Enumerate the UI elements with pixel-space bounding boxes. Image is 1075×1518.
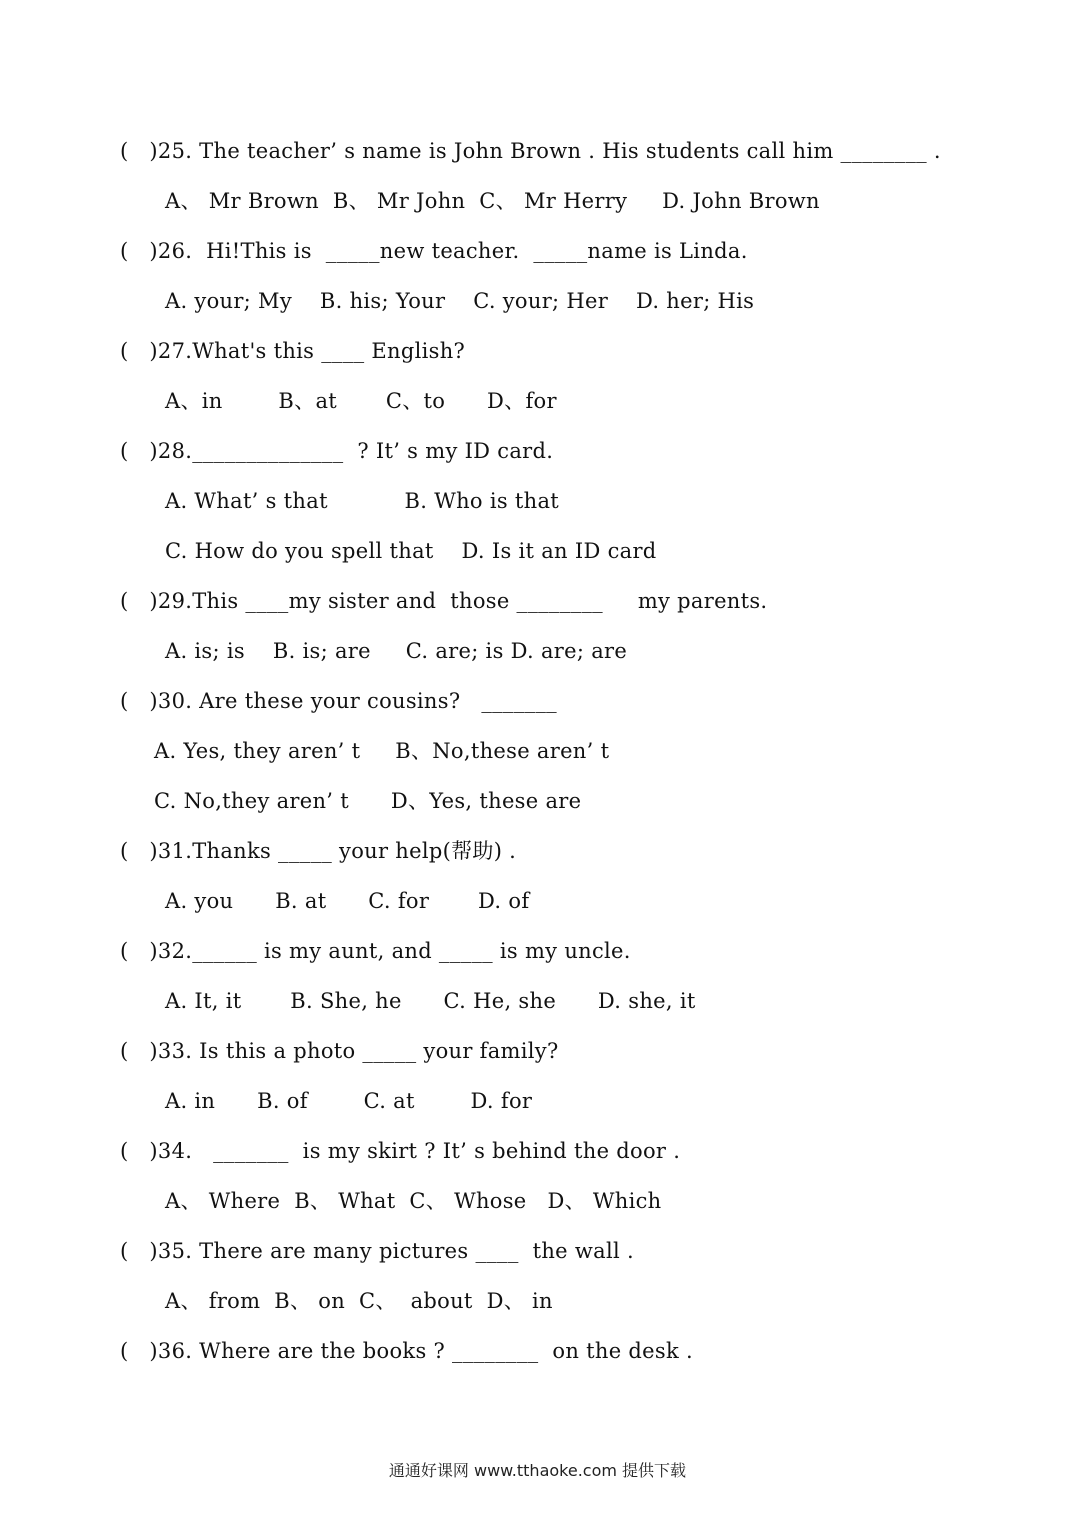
options-30-row1: A. Yes, they aren’ t B、No,these aren’ t: [154, 739, 610, 763]
question-35: ( )35. There are many pictures ____ the wall .: [120, 1239, 634, 1263]
question-33: ( )33. Is this a photo _____ your family?: [120, 1039, 559, 1063]
question-30: ( )30. Are these your cousins? _______: [120, 689, 557, 713]
options-25: A、 Mr Brown B、 Mr John C、 Mr Herry D. John Brown: [165, 189, 820, 213]
options-30-row2: C. No,they aren’ t D、Yes, these are: [154, 789, 582, 813]
footer-credit: 通通好课网 www.tthaoke.com 提供下载: [388, 1461, 687, 1480]
options-28-row2: C. How do you spell that D. Is it an ID card: [165, 539, 657, 563]
question-31: ( )31.Thanks _____ your help(帮助) .: [120, 839, 517, 863]
question-27: ( )27.What's this ____ English?: [120, 339, 466, 363]
options-35: A、 from B、 on C、 about D、 in: [165, 1289, 553, 1313]
options-28-row1: A. What’ s that B. Who is that: [165, 489, 560, 513]
options-33: A. in B. of C. at D. for: [165, 1089, 533, 1113]
question-25: ( )25. The teacher’ s name is John Brown . His students call him ________ .: [120, 139, 941, 163]
question-29: ( )29.This ____my sister and those ________ my parents.: [120, 589, 768, 613]
question-36: ( )36. Where are the books ? ________ on the desk .: [120, 1339, 693, 1363]
question-32: ( )32.______ is my aunt, and _____ is my uncle.: [120, 939, 631, 963]
options-31: A. you B. at C. for D. of: [165, 889, 530, 913]
question-28: ( )28.______________ ? It’ s my ID card.: [120, 439, 554, 463]
options-26: A. your; My B. his; Your C. your; Her D. her; His: [165, 289, 755, 313]
options-34: A、 Where B、 What C、 Whose D、 Which: [165, 1189, 662, 1213]
question-26: ( )26. Hi!This is _____new teacher. _____name is Linda.: [120, 239, 748, 263]
options-32: A. It, it B. She, he C. He, she D. she, it: [165, 989, 696, 1013]
options-29: A. is; is B. is; are C. are; is D. are; are: [165, 639, 628, 663]
options-27: A、in B、at C、to D、for: [165, 389, 557, 413]
question-34: ( )34. _______ is my skirt ? It’ s behind the door .: [120, 1139, 681, 1163]
